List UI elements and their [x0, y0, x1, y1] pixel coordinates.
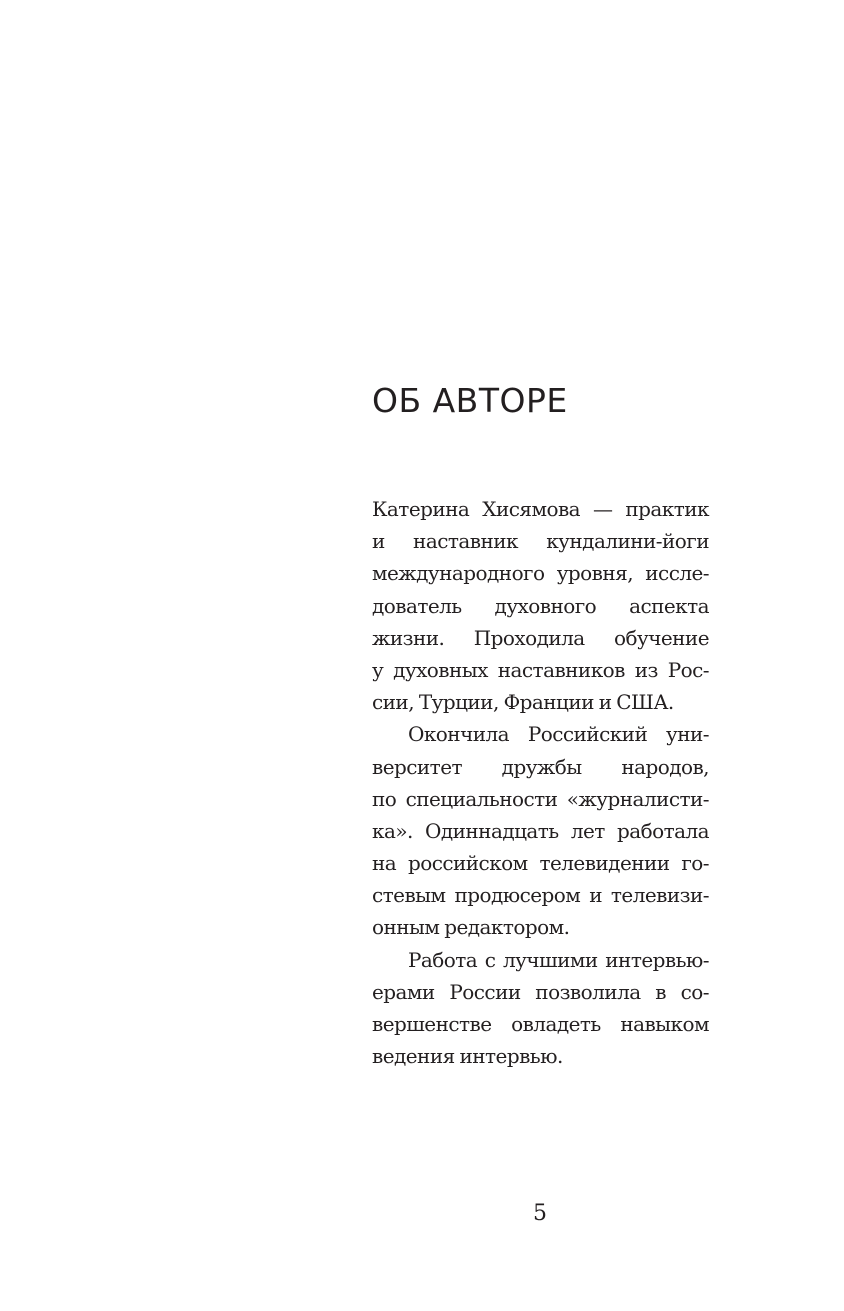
text-line: дователь духовного аспекта: [372, 593, 709, 618]
page-number: 5: [533, 1201, 547, 1226]
section-heading: ОБ АВТОРЕ: [372, 381, 568, 420]
text-line: вершенстве овладеть навыком: [372, 1012, 709, 1036]
text-line: онным редактором.: [372, 915, 570, 940]
text-line: верситет дружбы народов,: [372, 754, 709, 779]
paragraph-1: [372, 493, 709, 718]
text-line: ерами России позволила в со-: [372, 979, 709, 1004]
text-line: по специальности «журналисти-: [372, 786, 709, 811]
text-line: жизни. Проходила обучение: [372, 625, 709, 650]
text-line: Работа с лучшими интервью-: [408, 947, 709, 972]
paragraph-2: [372, 718, 709, 943]
text-line: ведения интервью.: [372, 1044, 563, 1069]
text-line: на российском телевидении го-: [372, 851, 709, 876]
text-line: международного уровня, иссле-: [372, 561, 709, 586]
text-line: стевым продюсером и телевизи-: [372, 883, 709, 908]
text-line: и наставник кундалини-йоги: [372, 529, 709, 554]
text-line: сии, Турции, Франции и США.: [372, 690, 674, 715]
text-line: ка». Одиннадцать лет работала: [372, 818, 709, 843]
text-line: Катерина Хисямова — практик: [372, 497, 709, 521]
paragraph-3: [372, 944, 709, 1073]
author-bio: [372, 493, 709, 1072]
text-line: Окончила Российский уни-: [408, 722, 709, 747]
text-line: у духовных наставников из Рос-: [372, 657, 709, 682]
